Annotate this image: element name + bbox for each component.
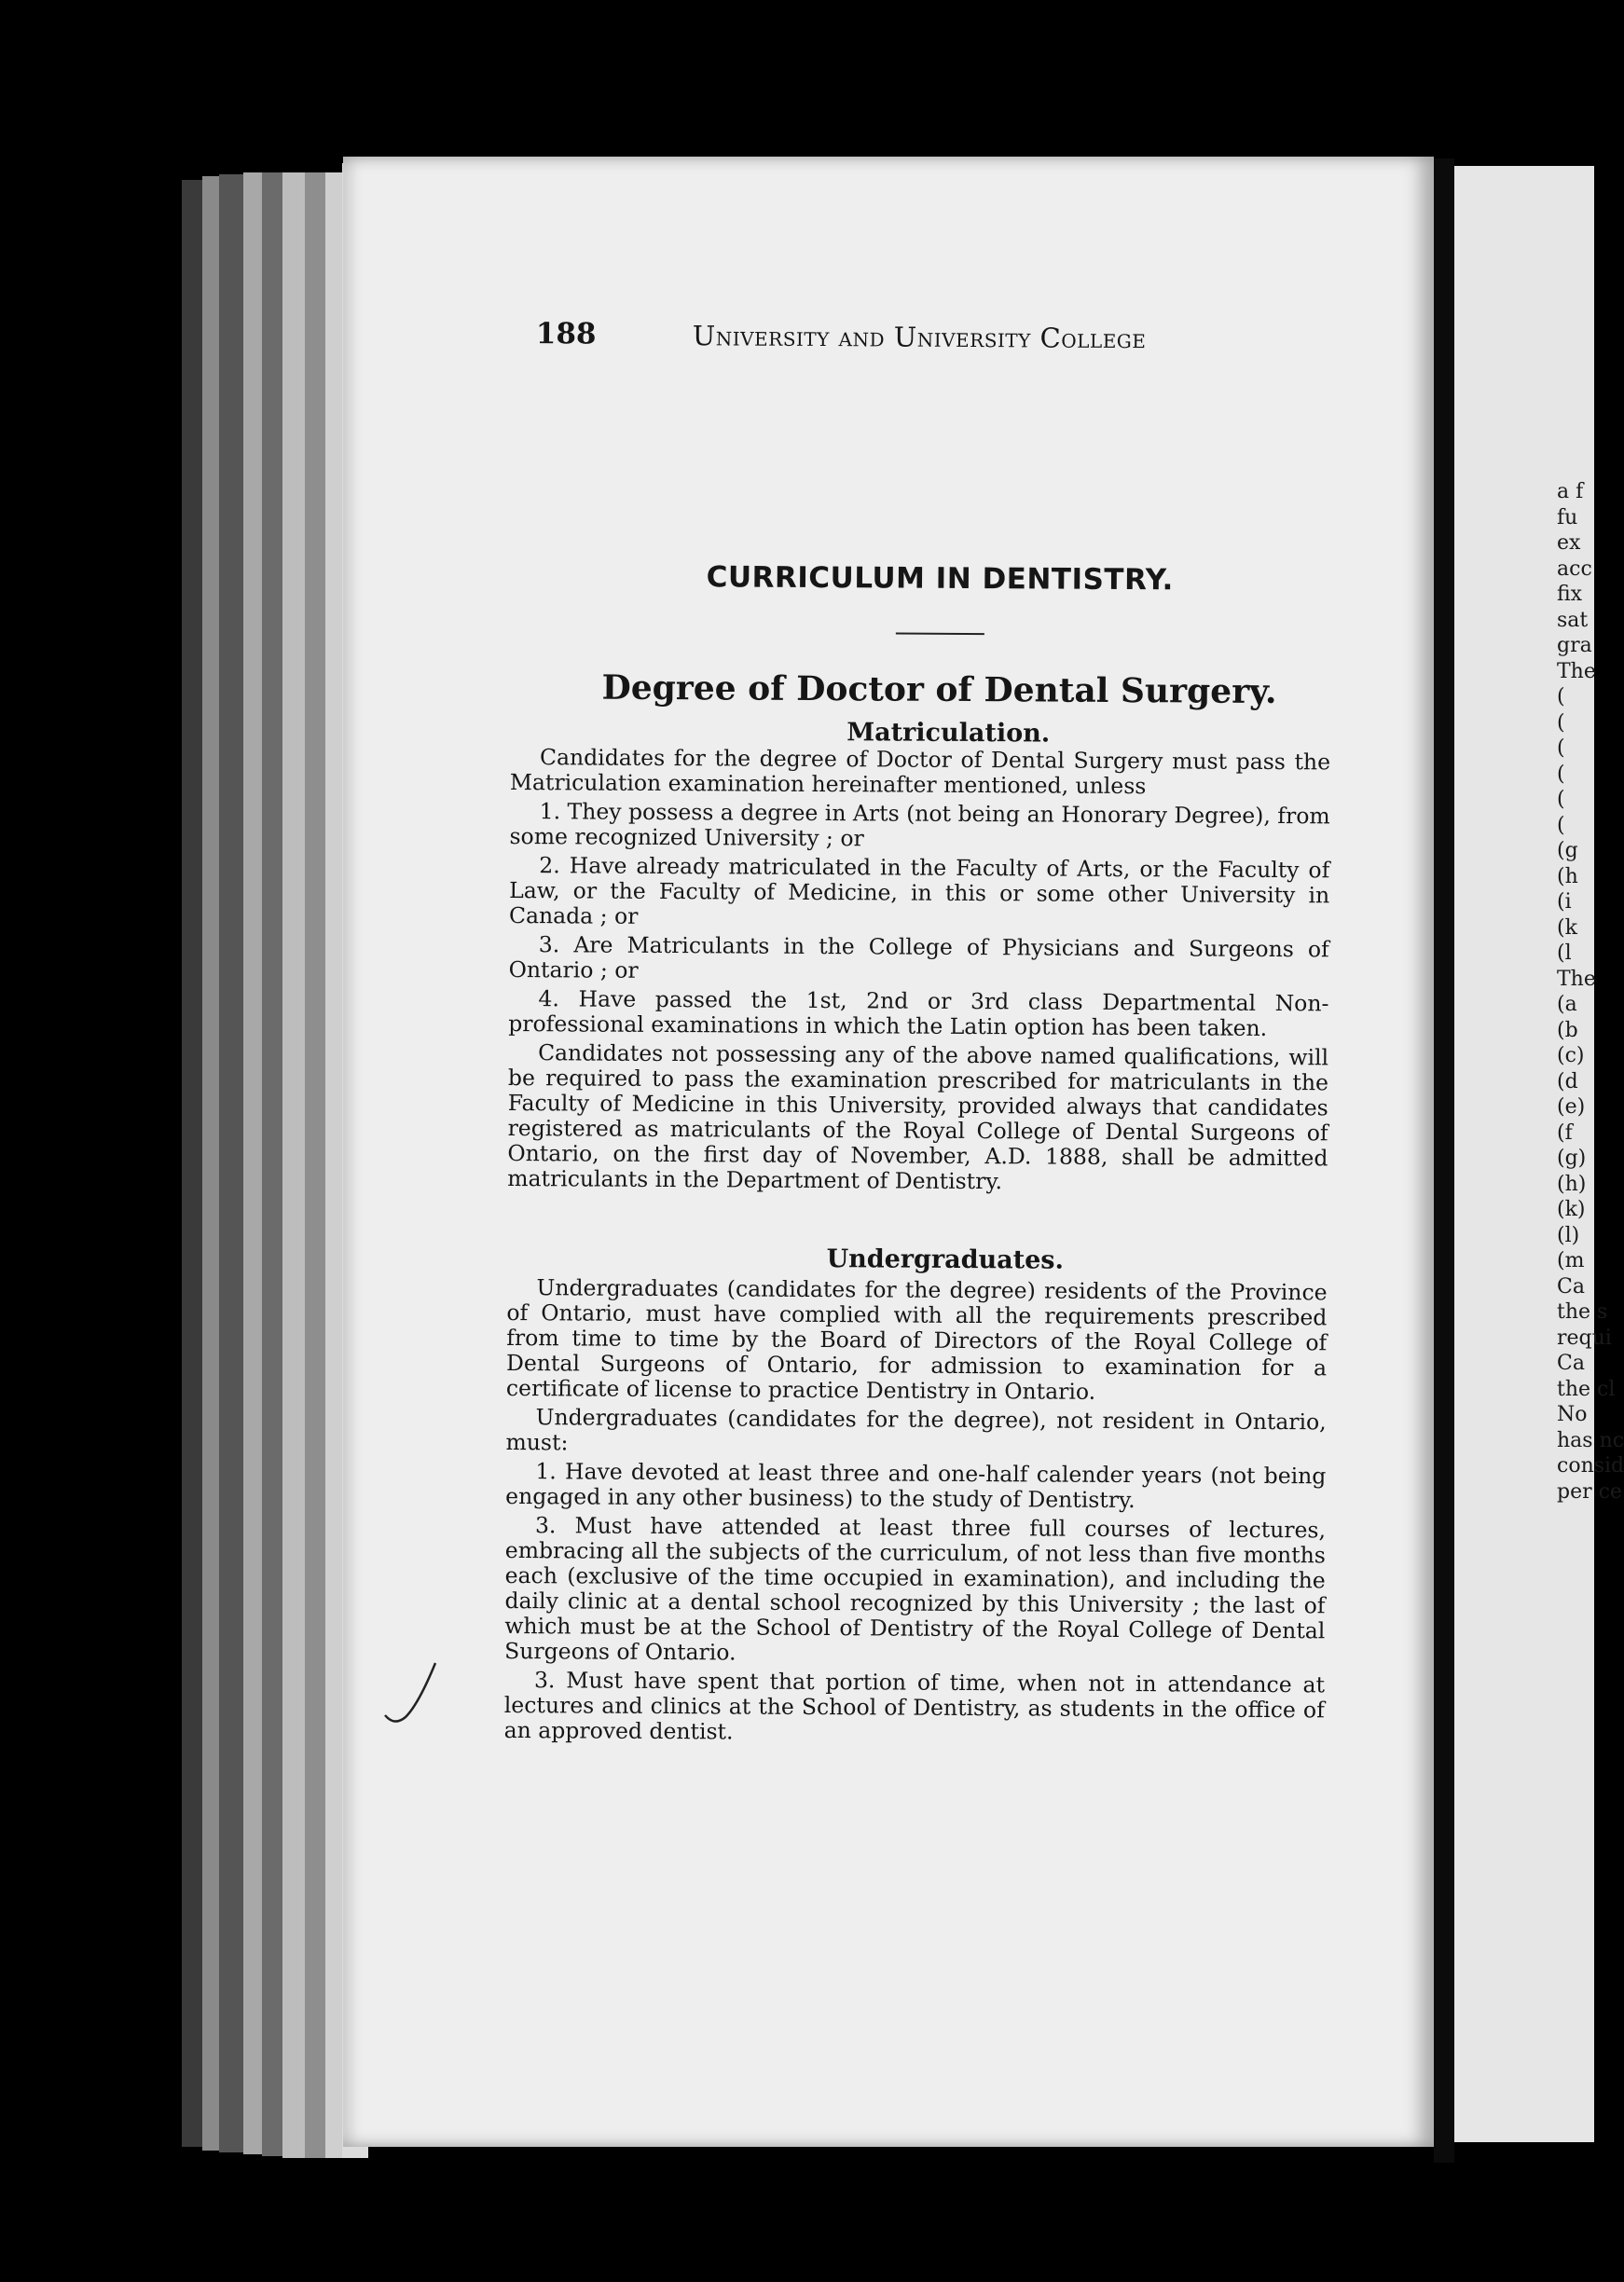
facing-page-fragment: the s: [1557, 1300, 1608, 1324]
facing-page-fragment: acc: [1557, 557, 1592, 581]
facing-page-fragment: (: [1557, 813, 1565, 837]
facing-page-fragment: has nc: [1557, 1428, 1624, 1452]
curriculum-title: CURRICULUM IN DENTISTRY.: [706, 560, 1174, 598]
running-head: University and University College: [692, 320, 1147, 355]
page-header: [513, 308, 1333, 368]
facing-page-fragment: (: [1557, 736, 1565, 760]
facing-page-fragment: (g: [1557, 839, 1578, 862]
matriculation-section: [507, 745, 1330, 1196]
paragraph: 1. They possess a degree in Arts (not being an Honorary Degree), from some recognized University ; or: [509, 798, 1330, 852]
facing-page-fragment: (c): [1557, 1044, 1585, 1067]
facing-page-fragment: The: [1557, 967, 1596, 991]
degree-title: Degree of Doctor of Dental Surgery.: [601, 667, 1277, 712]
facing-page-fragment: (e): [1557, 1095, 1586, 1119]
facing-page-fragment: (l: [1557, 942, 1572, 965]
paragraph: 1. Have devoted at least three and one-half calender years (not being engaged in any other business) to the study of Dentistry.: [505, 1458, 1327, 1514]
facing-page: [1454, 166, 1624, 2142]
paragraph: Undergraduates (candidates for the degree) residents of the Province of Ontario, must have complied with all the requirements prescribed from time to time by the Board of Directors of the Royal College of Dental Surgeons of Ontario, for admission to examination for a certificate of license to practice Dentistry in Ontario.: [505, 1274, 1328, 1405]
pencil-checkmark: [378, 1657, 443, 1732]
paragraph: 3. Must have spent that portion of time, when not in attendance at lectures and clinics at the School of Dentistry, as students in the office of an approved dentist.: [503, 1667, 1326, 1745]
facing-page-fragment: per ce: [1557, 1479, 1622, 1504]
paragraph: Candidates not possessing any of the above named qualifications, will be required to pass the examination prescribed for matriculants in the Faculty of Medicine in this University, provided always that candidates registered as matriculants of the Royal College of Dental Surgeons of Ontario, on the first day of November, A.D. 1888, shall be admitted matriculants in the Department of Dentistry.: [507, 1039, 1329, 1195]
facing-page-fragment: ex: [1557, 531, 1581, 555]
paragraph: Candidates for the degree of Doctor of Dental Surgery must pass the Matriculation examination hereinafter mentioned, unless: [509, 744, 1331, 800]
facing-page-fragment: (: [1557, 685, 1565, 708]
facing-page-fragment: (k): [1557, 1198, 1586, 1221]
facing-page-fragment: sat: [1557, 608, 1589, 632]
facing-page-text: [1557, 479, 1624, 1505]
facing-page-fragment: (: [1557, 788, 1565, 811]
facing-page-fragment: fu: [1557, 505, 1578, 529]
facing-page-fragment: (f: [1557, 1120, 1573, 1145]
title-rule: [895, 633, 984, 636]
facing-page-fragment: Ca: [1557, 1352, 1585, 1375]
paragraph: 3. Are Matriculants in the College of Physicians and Surgeons of Ontario ; or: [508, 931, 1329, 983]
facing-page-fragment: (k: [1557, 915, 1577, 940]
facing-page-fragment: The: [1557, 659, 1596, 683]
page-gutter: [1434, 158, 1454, 2163]
facing-page-fragment: Ca: [1557, 1274, 1585, 1299]
facing-page-fragment: (d: [1557, 1069, 1578, 1093]
facing-page-fragment: (: [1557, 710, 1565, 735]
paragraph: Undergraduates (candidates for the degree), not resident in Ontario, must:: [505, 1404, 1327, 1456]
facing-page-fragment: consid: [1557, 1454, 1624, 1478]
facing-page-fragment: (g): [1557, 1147, 1587, 1170]
paragraph: 3. Must have attended at least three full courses of lectures, embracing all the subjects of the curriculum, of not less than five months each (exclusive of the time occupied in examination), and including the daily clinic at a dental school recognized by this University ; the last of which must be at the School of Dentistry of the Royal College of Dental Surgeons of Ontario.: [504, 1512, 1327, 1666]
facing-page-fragment: (h): [1557, 1172, 1587, 1196]
book-page-edges: [182, 172, 368, 2158]
page-number: 188: [535, 317, 597, 351]
facing-page-fragment: a f: [1557, 480, 1584, 503]
facing-page-fragment: No: [1557, 1403, 1588, 1426]
section-heading-matriculation: Matriculation.: [846, 718, 1051, 749]
section-heading-undergraduates: Undergraduates.: [826, 1244, 1065, 1275]
paragraph: 2. Have already matriculated in the Faculty of Arts, or the Faculty of Law, or the Faculty of Medicine, in this or some other University in Canada ; or: [508, 852, 1330, 929]
facing-page-fragment: (: [1557, 762, 1565, 786]
facing-page-fragment: (m: [1557, 1249, 1585, 1272]
undergraduates-section: [504, 1275, 1328, 1748]
facing-page-fragment: (i: [1557, 890, 1572, 914]
facing-page-fragment: (a: [1557, 993, 1577, 1016]
facing-page-fragment: (b: [1557, 1018, 1578, 1042]
facing-page-fragment: fix: [1557, 583, 1583, 606]
paragraph: 4. Have passed the 1st, 2nd or 3rd class Departmental Non-professional examinations in which the Latin option has been taken.: [508, 985, 1329, 1041]
facing-page-fragment: (l): [1557, 1223, 1580, 1247]
facing-page-fragment: requi: [1557, 1326, 1612, 1350]
facing-page-fragment: gra: [1557, 634, 1592, 657]
facing-page-fragment: (h: [1557, 864, 1578, 888]
page-content: [504, 308, 1333, 1748]
facing-page-fragment: the cl: [1557, 1377, 1616, 1401]
